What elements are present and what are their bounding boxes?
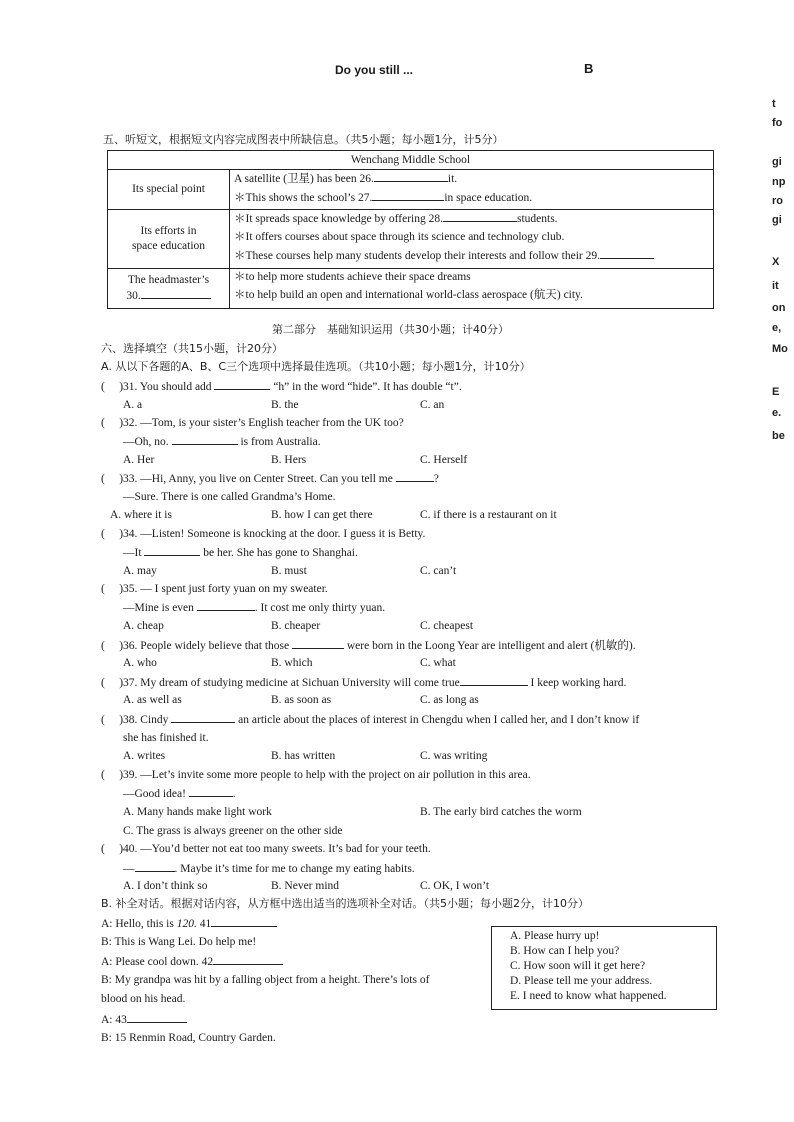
q40-option-c[interactable]: C. OK, I won’t xyxy=(420,880,490,892)
part5-heading: 五、听短文，根据短文内容完成图表中所缺信息。（共5小题；每小题1分，计5分） xyxy=(103,133,504,146)
answer-blank-40[interactable] xyxy=(135,861,175,872)
answer-blank-43[interactable] xyxy=(127,1012,187,1023)
q34-reply: —It be her. She has gone to Shanghai. xyxy=(123,547,358,559)
answer-blank-37[interactable] xyxy=(460,675,528,686)
dialog-option-a[interactable]: A. Please hurry up! xyxy=(510,930,600,942)
q32-option-a[interactable]: A. Her xyxy=(123,454,155,466)
answer-blank-28[interactable] xyxy=(443,211,517,222)
q40-option-b[interactable]: B. Never mind xyxy=(271,880,340,892)
q33-option-c[interactable]: C. if there is a restaurant on it xyxy=(420,509,557,521)
answer-blank-39[interactable] xyxy=(189,786,233,797)
q35-option-c[interactable]: C. cheapest xyxy=(420,620,474,632)
part2-heading: 第二部分 基础知识运用（共30小题；计40分） xyxy=(272,323,509,336)
q36-option-a[interactable]: A. who xyxy=(123,657,157,669)
q38-option-b[interactable]: B. has written xyxy=(271,750,336,762)
dialog-option-c[interactable]: C. How soon will it get here? xyxy=(510,960,646,972)
margin-fragment: t xyxy=(772,98,776,110)
q32-option-b[interactable]: B. Hers xyxy=(271,454,307,466)
answer-blank-42[interactable] xyxy=(213,954,283,965)
q34-option-a[interactable]: A. may xyxy=(123,565,157,577)
paper-version-mark: B xyxy=(584,61,594,76)
answer-blank-41[interactable] xyxy=(211,916,277,927)
q33-reply: —Sure. There is one called Grandma’s Home. xyxy=(123,491,336,503)
q35-option-a[interactable]: A. cheap xyxy=(123,620,164,632)
answer-blank-36[interactable] xyxy=(292,638,344,649)
margin-fragment: fo xyxy=(772,117,783,129)
table-row-label: The headmaster’s 30. xyxy=(108,268,230,308)
answer-blank-27[interactable] xyxy=(372,190,444,201)
question-35: ( )35. — I spent just forty yuan on my sweater. xyxy=(101,583,328,595)
dialog-option-b[interactable]: B. How can I help you? xyxy=(510,945,620,957)
answer-blank-30[interactable] xyxy=(141,288,211,299)
q39-option-a[interactable]: A. Many hands make light work xyxy=(123,806,272,818)
q35-reply: —Mine is even . It cost me only thirty yuan. xyxy=(123,602,386,614)
answer-blank-26[interactable] xyxy=(374,171,448,182)
margin-fragment: be xyxy=(772,430,785,442)
dialog-option-e[interactable]: E. I need to know what happened. xyxy=(510,990,667,1002)
q37-option-c[interactable]: C. as long as xyxy=(420,694,479,706)
q40-reply: — . Maybe it’s time for me to change my eating habits. xyxy=(123,863,415,875)
margin-fragment: X xyxy=(772,256,780,268)
q36-option-b[interactable]: B. which xyxy=(271,657,313,669)
margin-fragment: e, xyxy=(772,322,782,334)
table-row-label: Its efforts in space education xyxy=(108,210,230,269)
answer-blank-32[interactable] xyxy=(172,434,238,445)
dialog-options-box xyxy=(491,926,717,1010)
dialog-line-1: A: Hello, this is 120. 41 xyxy=(101,916,277,931)
table-row-label xyxy=(108,170,230,210)
row-label-text: Its special point xyxy=(132,183,205,196)
q37-option-b[interactable]: B. as soon as xyxy=(271,694,332,706)
page-header-title: Do you still ... xyxy=(335,63,414,77)
q38-option-a[interactable]: A. writes xyxy=(123,750,166,762)
q34-option-c[interactable]: C. can’t xyxy=(420,565,457,577)
question-38: ( )38. Cindy an article about the places of interest in Chengdu when I called her, and I don’t know if xyxy=(101,714,640,726)
answer-blank-31[interactable] xyxy=(214,379,270,390)
q35-option-b[interactable]: B. cheaper xyxy=(271,620,321,632)
q36-option-c[interactable]: C. what xyxy=(420,657,456,669)
question-33: ( )33. —Hi, Anny, you live on Center Street. Can you tell me ? xyxy=(101,473,439,485)
sectionB-instructions: B. 补全对话。根据对话内容，从方框中选出适当的选项补全对话。（共5小题；每小题2分，计10分） xyxy=(101,897,590,910)
dialog-line-5: blood on his head. xyxy=(101,993,186,1005)
answer-blank-35[interactable] xyxy=(197,600,255,611)
q39-option-c[interactable]: C. The grass is always greener on the other side xyxy=(123,825,343,837)
q32-option-c[interactable]: C. Herself xyxy=(420,454,468,466)
margin-fragment: gi xyxy=(772,156,782,168)
dialog-line-3: A: Please cool down. 42 xyxy=(101,954,283,969)
question-31: ( )31. You should add “h” in the word “hide”. It has double “t”. xyxy=(101,381,462,393)
question-36: ( )36. People widely believe that those were born in the Loong Year are intelligent and alert (机敏的). xyxy=(101,640,636,652)
table-row-content: ＊It spreads space knowledge by offering 28. students. ＊It offers courses about space through its science and technology club. ＊These courses help many students develop their interests and follow their 29. xyxy=(230,210,714,269)
answer-blank-29[interactable] xyxy=(600,248,654,259)
margin-fragment: gi xyxy=(772,214,782,226)
margin-fragment: np xyxy=(772,176,786,188)
margin-fragment: Mo xyxy=(772,343,788,355)
q34-option-b[interactable]: B. must xyxy=(271,565,307,577)
question-32: ( )32. —Tom, is your sister’s English teacher from the UK too? xyxy=(101,417,404,429)
dialog-option-d[interactable]: D. Please tell me your address. xyxy=(510,975,653,987)
sectionA-instructions: A. 从以下各题的A、B、C三个选项中选择最佳选项。（共10小题；每小题1分，计10分） xyxy=(101,360,531,373)
answer-blank-33[interactable] xyxy=(396,471,434,482)
listening-info-table xyxy=(107,150,714,309)
table-row-content: ＊to help more students achieve their space dreams ＊to help build an open and international world-class aerospace (航天) city. xyxy=(230,268,714,308)
answer-blank-38[interactable] xyxy=(171,712,235,723)
q32-reply: —Oh, no. is from Australia. xyxy=(123,436,321,448)
margin-fragment: e. xyxy=(772,407,782,419)
dialog-line-7: B: 15 Renmin Road, Country Garden. xyxy=(101,1032,276,1044)
q39-option-b[interactable]: B. The early bird catches the worm xyxy=(420,806,582,818)
q33-option-a[interactable]: A. where it is xyxy=(110,509,172,521)
q38-option-c[interactable]: C. was writing xyxy=(420,750,488,762)
margin-fragment: on xyxy=(772,302,786,314)
q40-option-a[interactable]: A. I don’t think so xyxy=(123,880,208,892)
dialog-line-4: B: My grandpa was hit by a falling object from a height. There’s lots of xyxy=(101,974,430,986)
q31-option-b[interactable]: B. the xyxy=(271,399,299,411)
answer-blank-34[interactable] xyxy=(144,545,200,556)
q33-option-b[interactable]: B. how I can get there xyxy=(271,509,373,521)
margin-fragment: ro xyxy=(772,195,783,207)
margin-fragment: E xyxy=(772,386,780,398)
q31-option-a[interactable]: A. a xyxy=(123,399,143,411)
q39-reply: —Good idea! . xyxy=(123,788,236,800)
dialog-line-2: B: This is Wang Lei. Do help me! xyxy=(101,936,257,948)
dialog-line-6: A: 43 xyxy=(101,1012,187,1027)
margin-fragment: it xyxy=(772,280,779,292)
table-row-content: A satellite (卫星) has been 26. it. ＊This shows the school’s 27. in space education. xyxy=(230,170,714,210)
q38-stem-continued: she has finished it. xyxy=(123,732,209,744)
q37-option-a[interactable]: A. as well as xyxy=(123,694,182,706)
question-40: ( )40. —You’d better not eat too many sweets. It’s bad for your teeth. xyxy=(101,843,431,855)
part6-heading: 六、选择填空（共15小题，计20分） xyxy=(101,342,283,355)
question-39: ( )39. —Let’s invite some more people to help with the project on air pollution in this area. xyxy=(101,769,531,781)
question-34: ( )34. —Listen! Someone is knocking at the door. I guess it is Betty. xyxy=(101,528,426,540)
table-school-name: Wenchang Middle School xyxy=(108,151,714,170)
question-37: ( )37. My dream of studying medicine at Sichuan University will come true I keep working hard. xyxy=(101,677,627,689)
q31-option-c[interactable]: C. an xyxy=(420,399,445,411)
